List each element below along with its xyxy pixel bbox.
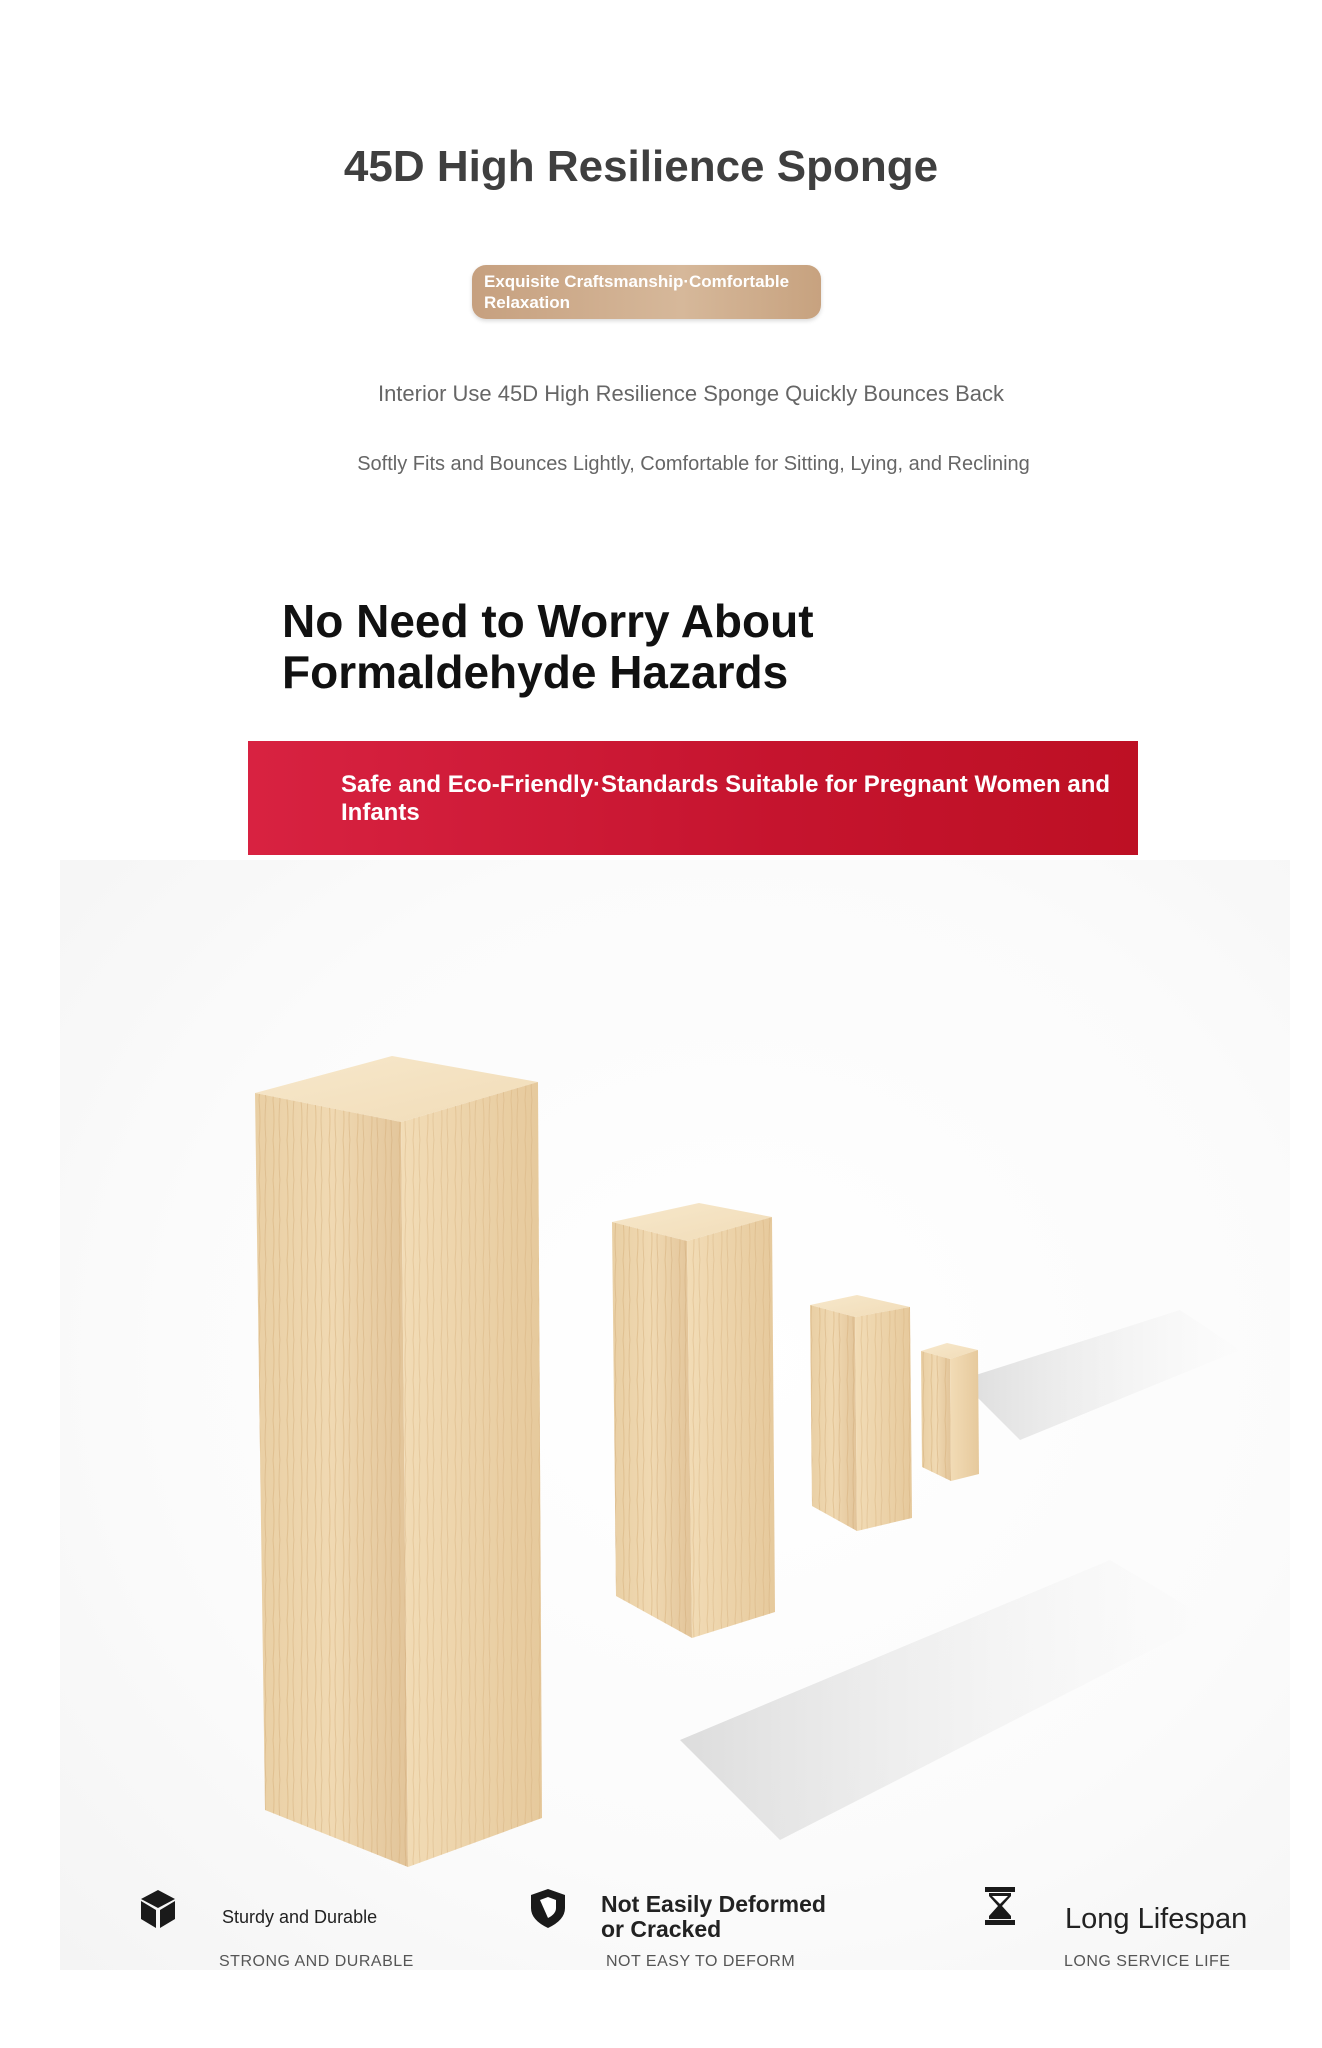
wooden-block-medium bbox=[612, 1203, 775, 1638]
feature-subtitle-lifespan: LONG SERVICE LIFE bbox=[1064, 1953, 1231, 1970]
block-shadow bbox=[960, 1310, 1240, 1440]
feature-title-deform: Not Easily Deformed or Cracked bbox=[601, 1891, 826, 1942]
feature-title-lifespan: Long Lifespan bbox=[1065, 1903, 1248, 1935]
feature-title-sturdy: Sturdy and Durable bbox=[222, 1907, 378, 1927]
cube-icon bbox=[136, 1886, 180, 1935]
wooden-block-large bbox=[255, 1056, 542, 1867]
wooden-blocks-image bbox=[60, 860, 1290, 1970]
sponge-description: Interior Use 45D High Resilience Sponge Quickly Bounces Back bbox=[377, 381, 1005, 406]
craftsmanship-badge: Exquisite Craftsmanship·Comfortable Relaxation bbox=[472, 265, 821, 319]
comfort-description: Softly Fits and Bounces Lightly, Comfortable for Sitting, Lying, and Reclining bbox=[357, 453, 1030, 475]
feature-subtitle-sturdy: STRONG AND DURABLE bbox=[219, 1953, 414, 1970]
section-title: 45D High Resilience Sponge bbox=[343, 142, 939, 191]
hourglass-icon bbox=[978, 1884, 1022, 1933]
eco-friendly-banner: Safe and Eco-Friendly·Standards Suitable for Pregnant Women and Infants bbox=[248, 741, 1138, 855]
formaldehyde-title: No Need to Worry About Formaldehyde Hazards bbox=[282, 595, 814, 698]
wooden-block-tiny bbox=[921, 1343, 979, 1481]
wooden-block-small bbox=[810, 1295, 912, 1531]
shield-icon bbox=[526, 1886, 570, 1935]
feature-subtitle-deform: NOT EASY TO DEFORM bbox=[606, 1953, 796, 1970]
